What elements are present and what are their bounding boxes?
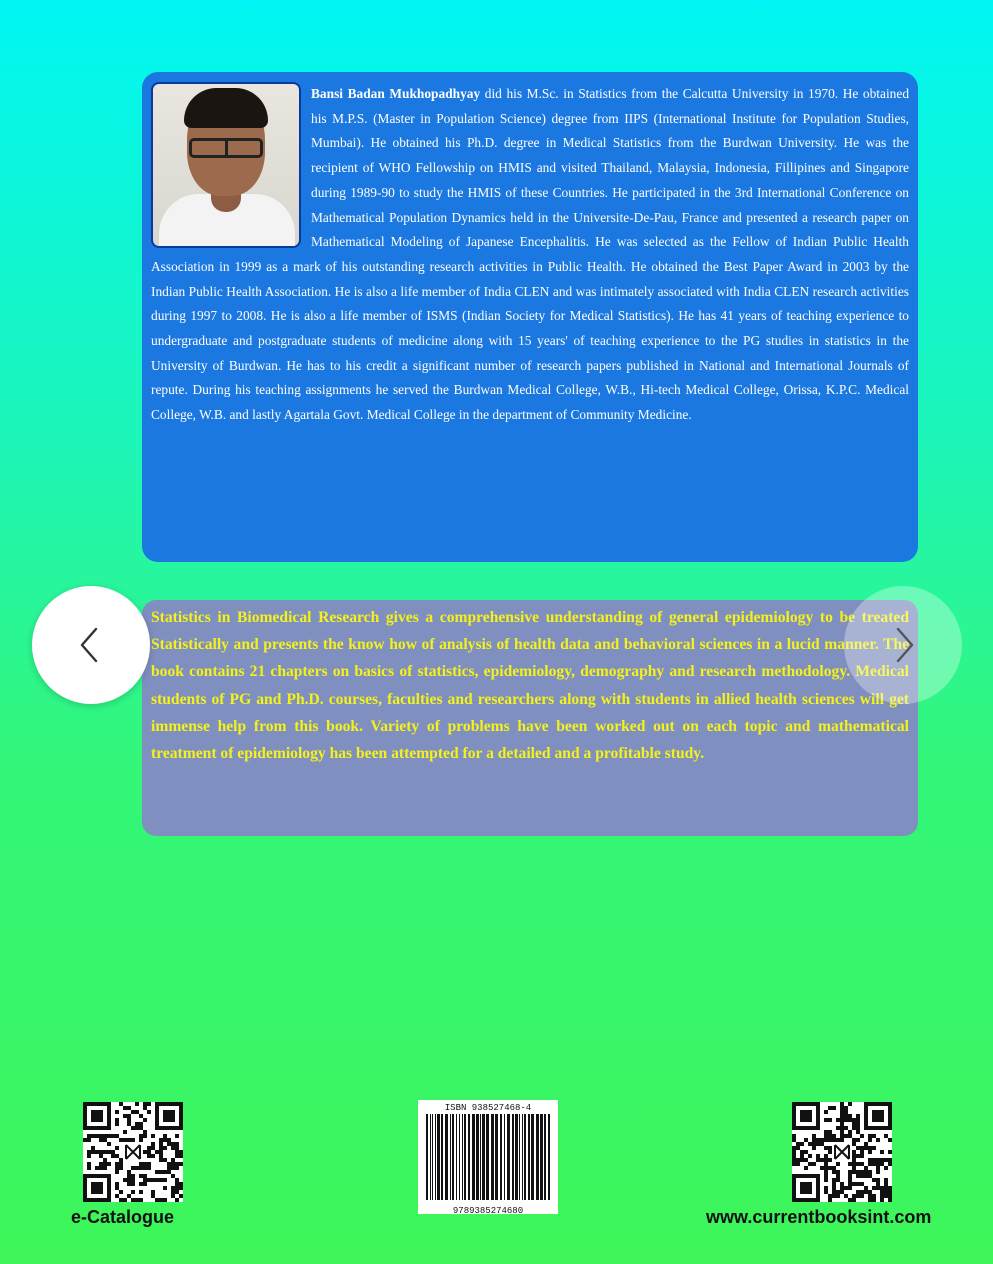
website-url-label: www.currentbooksint.com bbox=[706, 1207, 932, 1227]
author-name: Bansi Badan Mukhopadhyay bbox=[311, 86, 481, 101]
barcode-bars bbox=[424, 1114, 552, 1200]
chevron-left-icon bbox=[76, 625, 106, 665]
barcode-digits: 9789385274680 bbox=[452, 1206, 524, 1216]
isbn-barcode bbox=[418, 1100, 558, 1214]
website-qr-code bbox=[792, 1102, 892, 1202]
chevron-right-icon bbox=[888, 625, 918, 665]
e-catalogue-label: e-Catalogue bbox=[71, 1207, 175, 1227]
author-bio-box bbox=[142, 72, 918, 562]
previous-image-button[interactable] bbox=[32, 586, 150, 704]
isbn-label: ISBN 938527468-4 bbox=[444, 1103, 532, 1113]
author-photo bbox=[151, 82, 301, 248]
author-bio-body: did his M.Sc. in Statistics from the Calcutta University in 1970. He obtained his M.P.S. (Master in Population Science) degree from IIPS (International Institute for Population Studies, Mumbai). He obtained his Ph.D. degree in Medical Statistics from the Burdwan University. He was the recipient of WHO Fellowship on HMIS and visited Thailand, Malaysia, Indonesia, Fillipines and Singapore during 1989-90 to study the HMIS of these Countries. He participated in the 3rd International Conference on Mathematical Population Dynamics held in the Universite-De-Pau, France and presented a research paper on Mathematical Modeling of Japanese Encephalitis. He was selected as the Fellow of Indian Public Health Association in 1999 as a mark of his outstanding research activities in Public Health. He obtained the Best Paper Award in 2003 by the Indian Public Health Association. He is also a life member of India CLEN and was intimately associated with India CLEN research activities during 1997 to 2008. He is also a life member of ISMS (Indian Society for Medical Statistics). He has 41 years of teaching experience to undergraduate and postgraduate students of medicine along with 15 years' of teaching experience to the PG studies in statistics in the University of Burdwan. He has to his credit a significant number of research papers published in National and International Journals of repute. During his teaching assignments he served the Burdwan Medical College, W.B., Hi-tech Medical College, Orissa, K.P.C. Medical College, W.B. and lastly Agartala Govt. Medical College in the department of Community Medicine. bbox=[151, 86, 910, 423]
book-blurb-text: Statistics in Biomedical Research gives a comprehensive understanding of general epidemiology to be treated Statistically and presents the know how of analysis of health data and behavioral sciences in a lucid manner. The book contains 21 chapters on basics of statistics, epidemiology, demography and research methodology. Medical students of PG and Ph.D. courses, faculties and researchers along with students in allied health sciences will get immense help from this book. Variety of problems have been worked out on each topic and mathematical treatment of epidemiology has been attempted for a detailed and a profitable study. bbox=[151, 609, 909, 763]
book-blurb-box bbox=[142, 600, 918, 836]
e-catalogue-qr-code bbox=[83, 1102, 183, 1202]
next-image-button[interactable] bbox=[844, 586, 962, 704]
